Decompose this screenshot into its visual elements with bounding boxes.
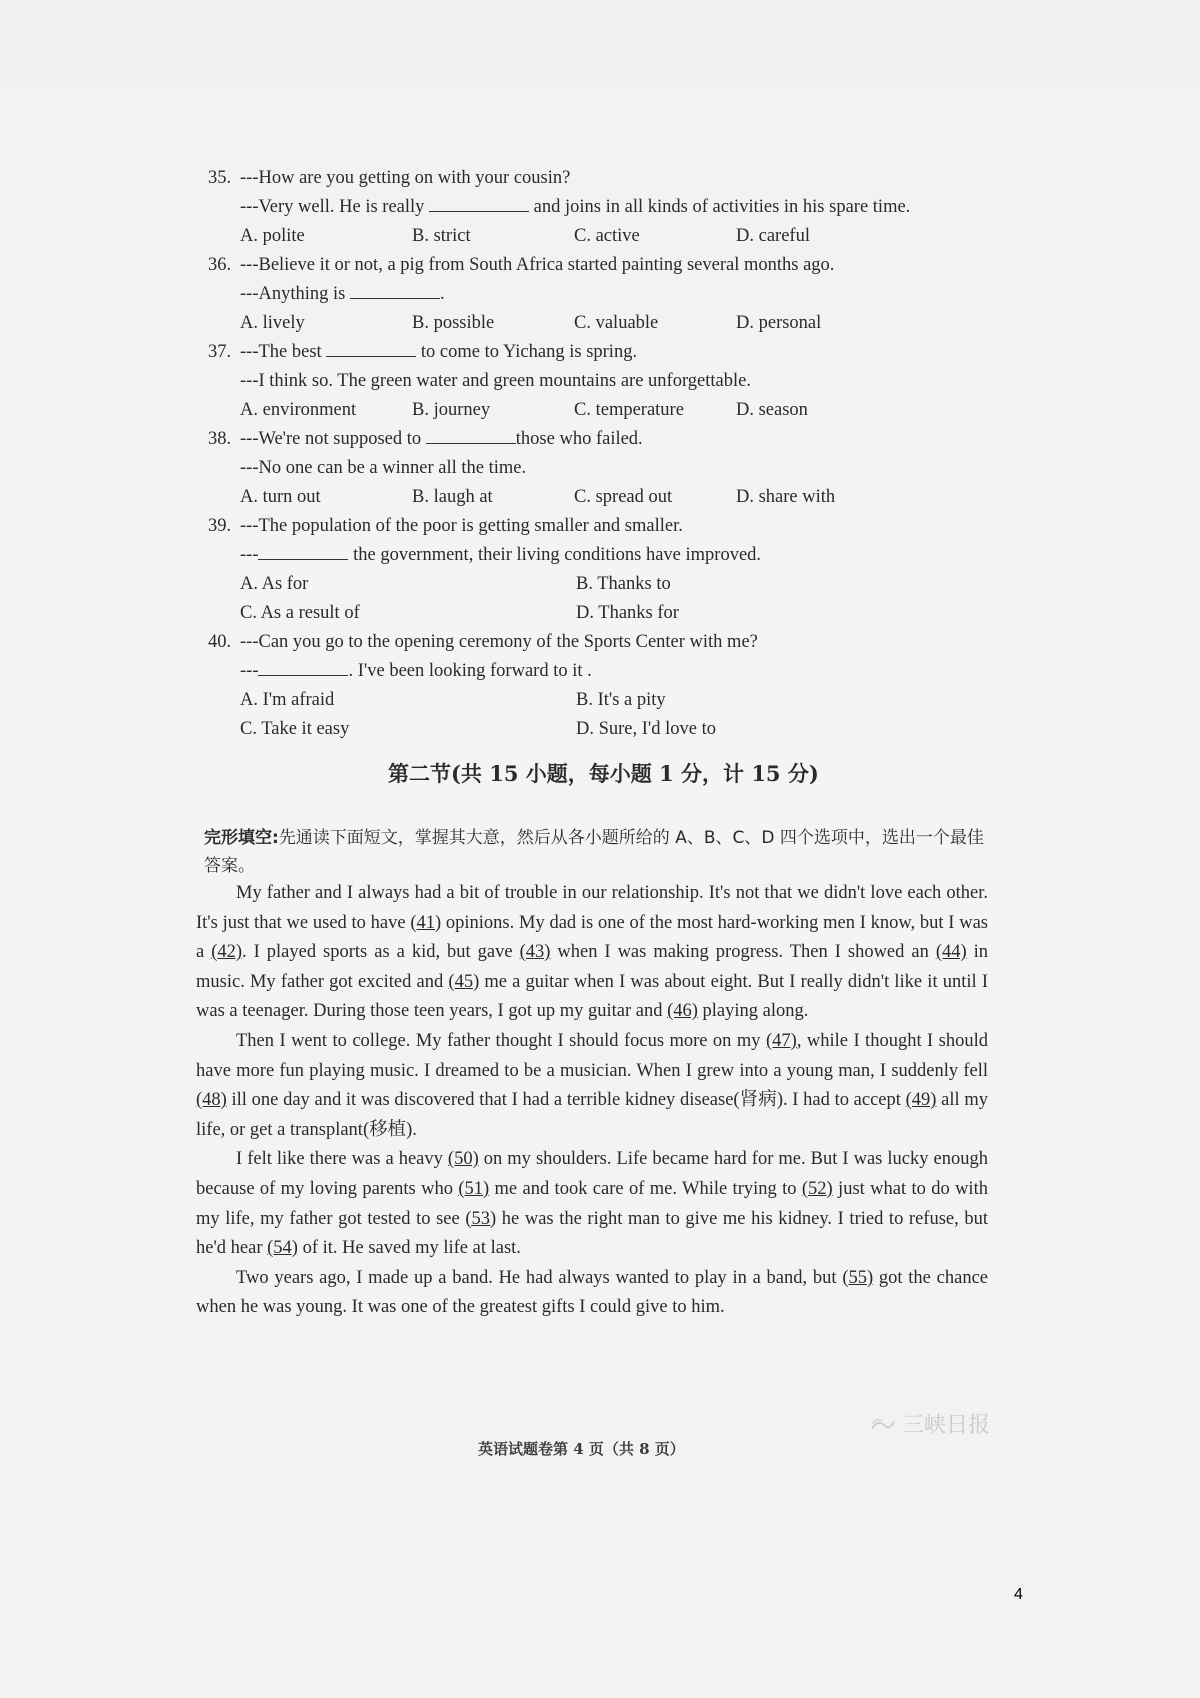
- passage-text: Two years ago, I made up a band. He had always wanted to play in a band, but: [236, 1267, 843, 1288]
- question-number: 35.: [208, 168, 232, 188]
- cloze-gap: (47): [765, 1030, 797, 1051]
- dialogue-line: ---How are you getting on with your cousin?: [240, 168, 571, 188]
- passage-text: in music. My father got excited and: [196, 942, 989, 992]
- cloze-instructions: [204, 824, 994, 880]
- option-b: B. strict: [412, 226, 471, 246]
- dialogue-text: ---Very well. He is really: [240, 197, 430, 217]
- option-c: C. valuable: [574, 313, 659, 333]
- cloze-gap: (44): [935, 942, 967, 963]
- passage-text: on my shoulders. Life became hard for me. But I was lucky enough because of my loving parents who: [196, 1149, 988, 1199]
- dialogue-text: ---The best: [240, 342, 327, 362]
- dialogue-line: ---Can you go to the opening ceremony of the Sports Center with me?: [240, 632, 758, 652]
- answer-blank: [326, 338, 416, 357]
- option-b: B. laugh at: [412, 487, 493, 507]
- option-a: A. polite: [240, 226, 305, 246]
- dialogue-text: .: [439, 284, 445, 304]
- passage-text: ill one day and it was discovered that I had a terrible kidney disease(肾病). I had to accept: [226, 1090, 906, 1111]
- option-c: C. Take it easy: [240, 719, 350, 739]
- passage-text: got the chance when he was young. It was one of the greatest gifts I could give to him.: [196, 1267, 989, 1318]
- cloze-gap: (45): [448, 971, 480, 992]
- passage-text: I felt like there was a heavy: [236, 1149, 448, 1170]
- option-b: B. It's a pity: [576, 690, 666, 710]
- dialogue-response: [208, 657, 988, 686]
- section-heading: 第二节(共 15 小题，每小题 1 分，计 15 分): [388, 761, 819, 786]
- dialogue-text: the government, their living conditions have improved.: [348, 545, 762, 565]
- option-d: D. share with: [736, 487, 836, 507]
- dialogue-text: ---We're not supposed to: [240, 429, 426, 449]
- passage-text: all my life, or get a transplant(移植).: [196, 1090, 988, 1140]
- question-number: 39.: [208, 516, 232, 536]
- passage-text: just what to do with my life, my father got tested to see: [196, 1178, 988, 1229]
- passage-text: me and took care of me. While trying to: [489, 1178, 802, 1199]
- dialogue-response: [208, 280, 988, 309]
- option-d: D. personal: [736, 313, 822, 333]
- passage-paragraph: [196, 1027, 988, 1145]
- cloze-gap: (49): [905, 1090, 937, 1111]
- dialogue-line: ---Believe it or not, a pig from South Africa started painting several months ago.: [240, 255, 835, 275]
- cloze-gap: (42): [211, 942, 243, 963]
- passage-text: , while I thought I should have more fun playing music. I dreamed to be a musician. When I grew into a young man, I suddenly fell: [196, 1030, 988, 1081]
- passage-paragraph: [196, 1145, 988, 1263]
- dialogue-response: [208, 193, 988, 222]
- option-a: A. I'm afraid: [240, 690, 335, 710]
- cloze-passage: [196, 879, 988, 1323]
- question-40: [208, 628, 988, 744]
- dialogue-response: ---No one can be a winner all the time.: [240, 458, 527, 478]
- options: [208, 309, 988, 338]
- options: [208, 396, 988, 425]
- question-number: 36.: [208, 255, 232, 275]
- dialogue-text: . I've been looking forward to it .: [348, 661, 592, 681]
- question-38: [208, 425, 988, 512]
- dialogue-response: [208, 541, 988, 570]
- question-stem: [208, 164, 988, 193]
- question-37: [208, 338, 988, 425]
- answer-blank: [258, 657, 348, 676]
- question-35: [208, 164, 988, 251]
- question-stem: [208, 425, 988, 454]
- cloze-gap: (41): [410, 912, 442, 933]
- question-stem: [208, 628, 988, 657]
- cloze-gap: (48): [196, 1090, 227, 1111]
- option-a: A. As for: [240, 574, 309, 594]
- passage-text: opinions. My dad is one of the most hard-working men I know, but I was a: [196, 912, 988, 963]
- dialogue-text: ---: [240, 545, 259, 565]
- options: [208, 686, 988, 744]
- option-d: D. Thanks for: [576, 603, 679, 623]
- answer-blank: [258, 541, 348, 560]
- answer-blank: [429, 193, 529, 212]
- passage-text: . I played sports as a kid, but gave: [242, 942, 520, 963]
- option-b: B. Thanks to: [576, 574, 671, 594]
- cloze-gap: (52): [801, 1178, 833, 1199]
- cloze-gap: (46): [667, 1001, 698, 1022]
- option-d: D. careful: [736, 226, 810, 246]
- cloze-gap: (55): [842, 1267, 874, 1288]
- option-a: A. lively: [240, 313, 305, 333]
- option-c: C. temperature: [574, 400, 684, 420]
- passage-text: My father and I always had a bit of trouble in our relationship. It's not that we didn't love each other. It's just that we used to have: [196, 883, 988, 933]
- answer-blank: [426, 425, 516, 444]
- dialogue-text: ---Anything is: [240, 284, 350, 304]
- passage-text: playing along.: [697, 1001, 809, 1022]
- passage-text: of it. He saved my life at last.: [297, 1238, 521, 1259]
- option-b: B. journey: [412, 400, 491, 420]
- option-d: D. season: [736, 400, 808, 420]
- watermark-text: 三峡日报: [902, 1413, 991, 1438]
- question-number: 40.: [208, 632, 232, 652]
- newspaper-logo-icon: [870, 1415, 896, 1433]
- dialogue-text: to come to Yichang is spring.: [416, 342, 638, 362]
- question-stem: [208, 251, 988, 280]
- passage-paragraph: [196, 1264, 988, 1323]
- dialogue-text: and joins in all kinds of activities in his spare time.: [529, 197, 911, 217]
- passage-text: me a guitar when I was about eight. But I really didn't like it until I was a teenager. During those teen years, I got up my guitar and: [196, 971, 988, 1022]
- passage-paragraph: [196, 879, 988, 1027]
- question-stem: [208, 338, 988, 367]
- dialogue-text: those who failed.: [515, 429, 643, 449]
- option-d: D. Sure, I'd love to: [576, 719, 717, 739]
- options: [208, 222, 988, 251]
- dialogue-text: ---: [240, 661, 259, 681]
- options: [208, 483, 988, 512]
- cloze-gap: (43): [519, 942, 551, 963]
- question-number: 38.: [208, 429, 232, 449]
- question-stem: [208, 512, 988, 541]
- question-39: [208, 512, 988, 628]
- passage-text: Then I went to college. My father thought I should focus more on my: [236, 1030, 766, 1051]
- dialogue-response: ---I think so. The green water and green mountains are unforgettable.: [240, 371, 751, 391]
- option-c: C. spread out: [574, 487, 673, 507]
- instructions-text: 先通读下面短文，掌握其大意，然后从各小题所给的 A、B、C、D 四个选项中，选出一个最佳答案。: [204, 828, 984, 876]
- option-b: B. possible: [412, 313, 495, 333]
- cloze-gap: (50): [447, 1149, 479, 1170]
- cloze-gap: (54): [267, 1238, 298, 1259]
- watermark: [870, 1408, 990, 1439]
- dialogue-line: ---The population of the poor is getting smaller and smaller.: [240, 516, 683, 536]
- question-number: 37.: [208, 342, 232, 362]
- cloze-gap: (51): [458, 1178, 490, 1199]
- passage-text: when I was making progress. Then I showed an: [550, 942, 936, 963]
- answer-blank: [350, 280, 440, 299]
- page-footer: 英语试题卷第 4 页（共 8 页）: [478, 1440, 685, 1458]
- option-a: A. turn out: [240, 487, 321, 507]
- instructions-label: 完形填空:: [204, 828, 279, 848]
- options: [208, 570, 988, 628]
- option-c: C. active: [574, 226, 640, 246]
- question-36: [208, 251, 988, 338]
- option-a: A. environment: [240, 400, 357, 420]
- page-number: 4: [1014, 1586, 1023, 1603]
- cloze-gap: (53): [465, 1208, 497, 1229]
- option-c: C. As a result of: [240, 603, 360, 623]
- passage-text: he was the right man to give me his kidney. I tried to refuse, but he'd hear: [196, 1208, 988, 1259]
